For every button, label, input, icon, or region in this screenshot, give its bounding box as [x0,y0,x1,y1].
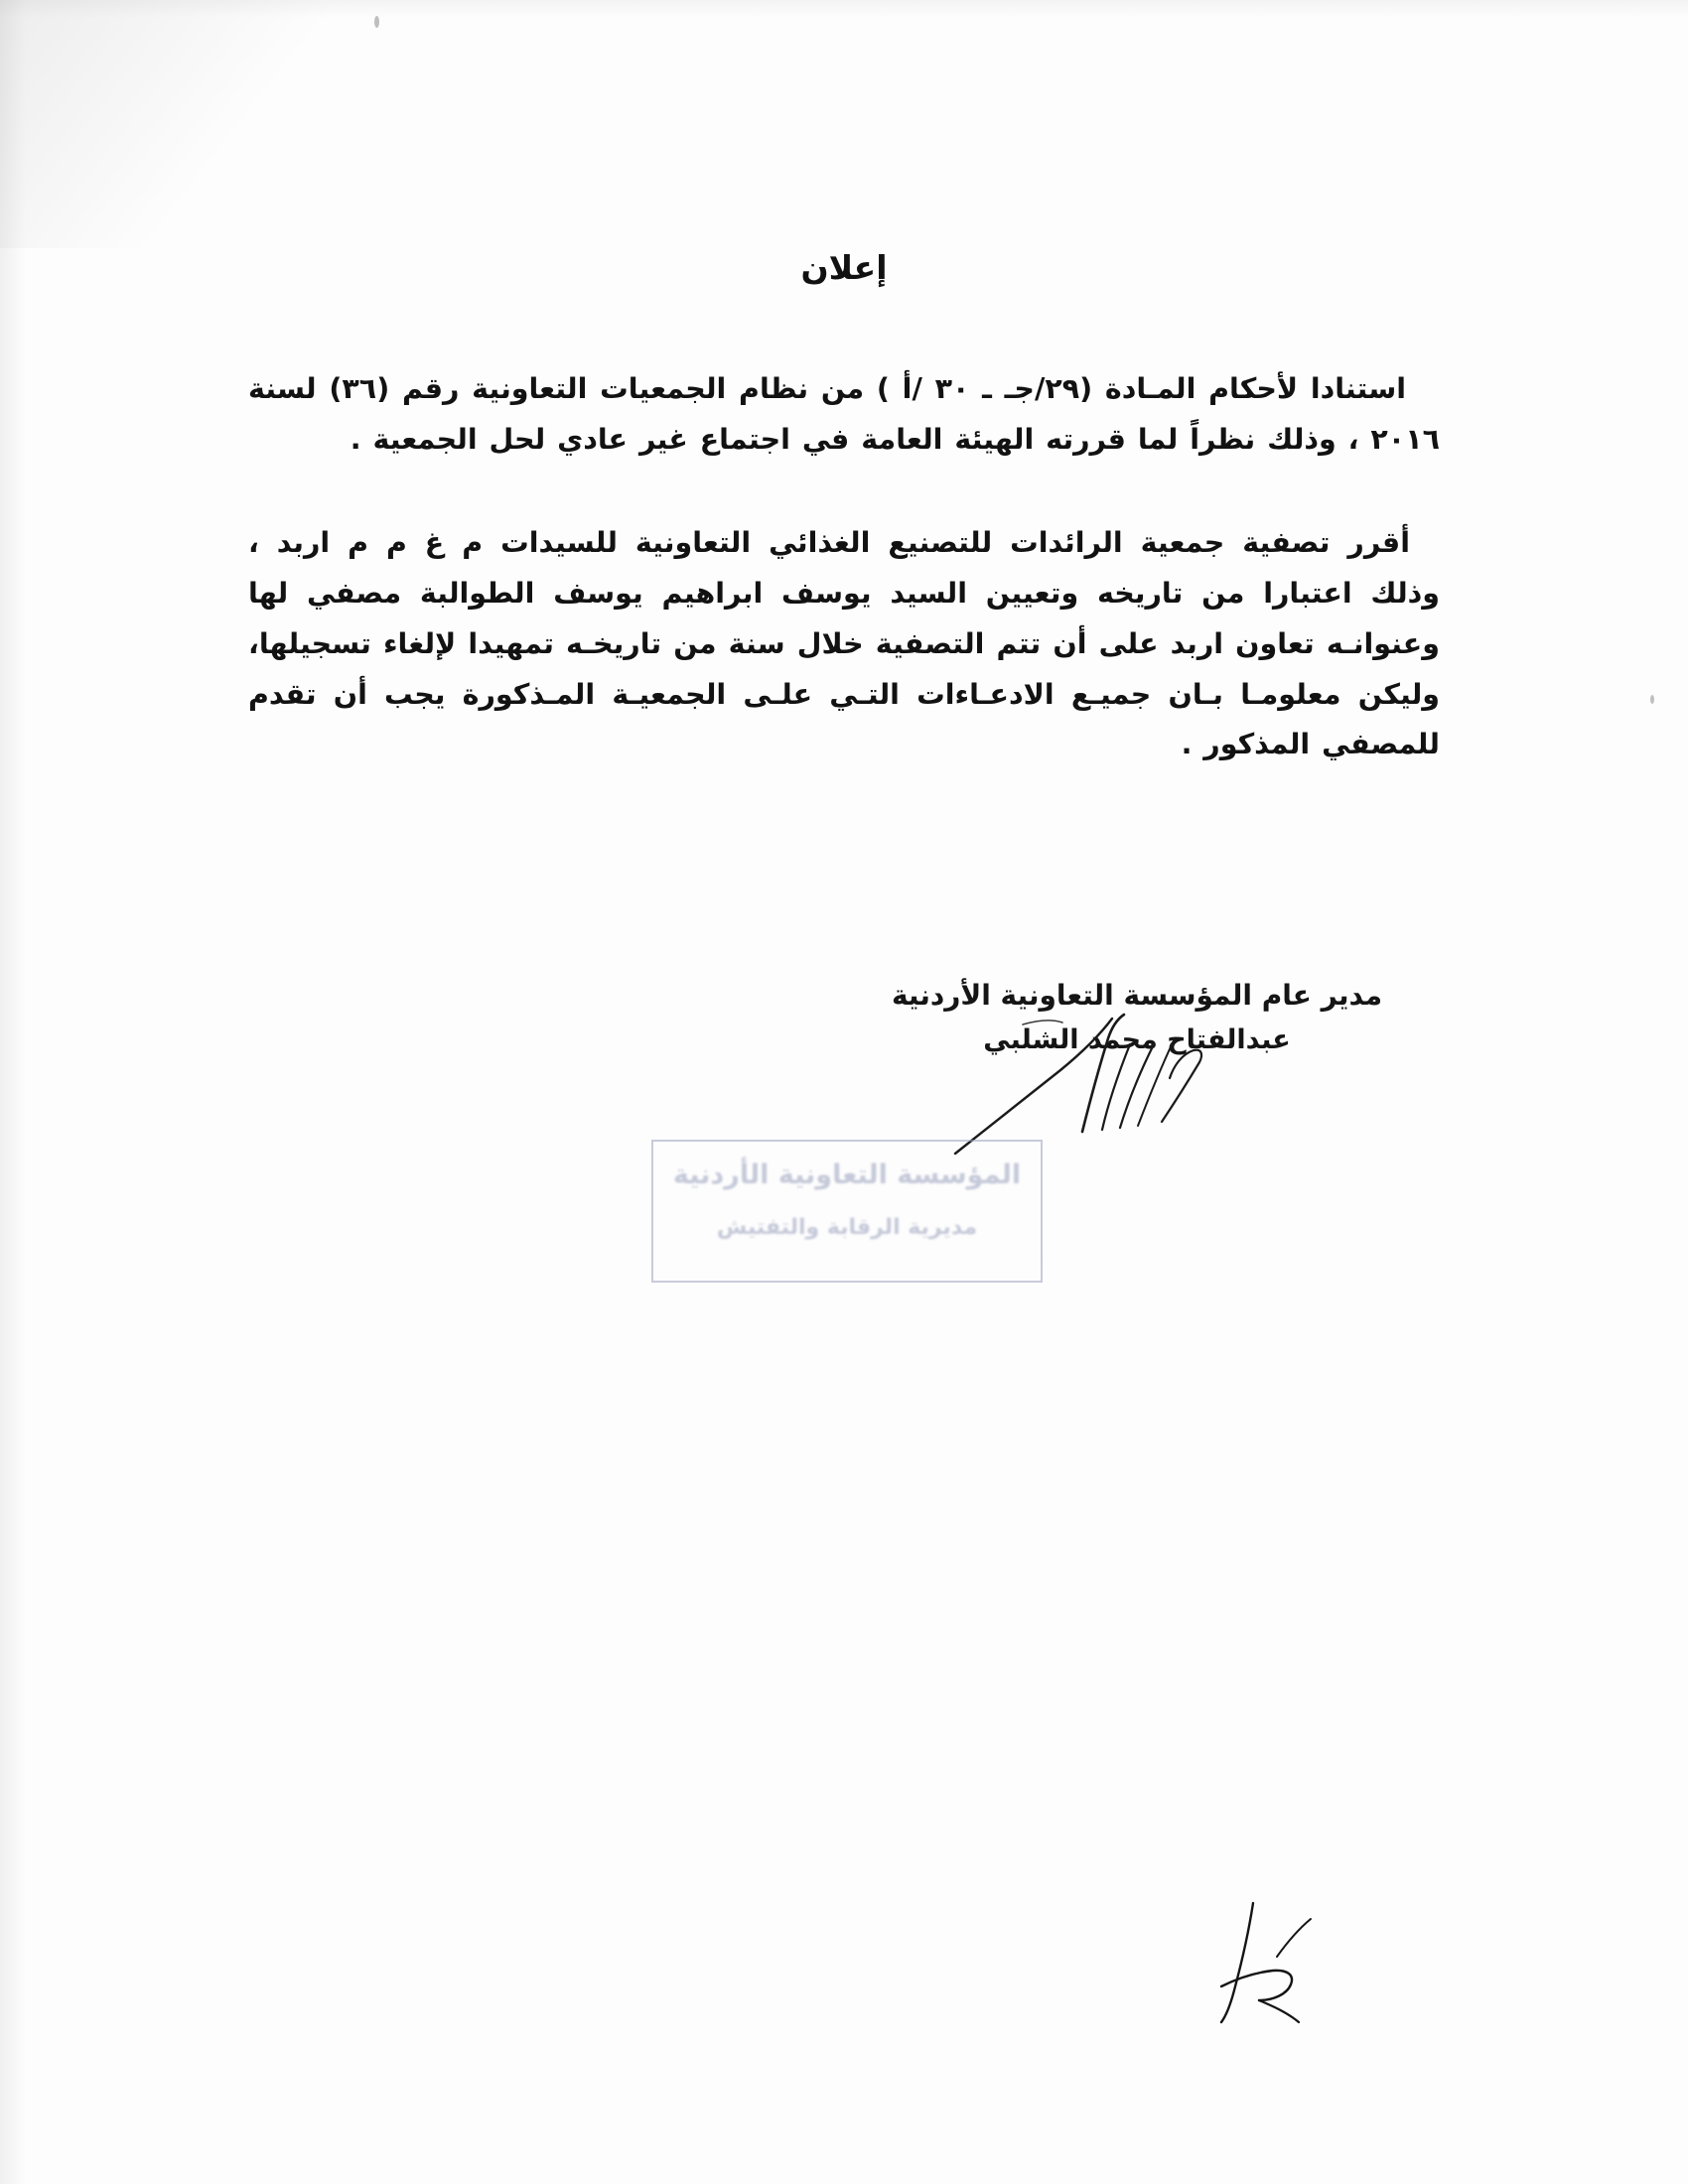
bottom-handwritten-signature-icon [1192,1891,1370,2040]
signatory-role: مدير عام المؤسسة التعاونية الأردنية [891,979,1383,1012]
stamp-line-1: المؤسسة التعاونية الأردنية [672,1160,1022,1190]
stamp-line-2: مديرية الرقابة والتفتيش [716,1215,978,1240]
document-body [248,248,1440,812]
paragraph-legal-basis: استنادا لأحكام المـادة (٢٩/جـ ـ ٣٠ /أ ) من نظام الجمعيات التعاونية رقم (٣٦) لسنة ٢٠١٦ ، وذلك نظراً لما قررته الهيئة العامة في اجتماع غير عادي لحل الجمعية . [248,372,1440,456]
scan-speck [1650,695,1654,704]
scan-corner-streak [0,0,427,248]
signatory-name: عبدالفتاح محمد الشلبي [983,1024,1291,1056]
scan-speck [374,16,379,28]
scan-edge-shadow-left [0,0,26,2184]
signature-block [879,973,1395,1063]
page-title: إعلان [800,248,888,287]
scan-edge-shadow-top [0,0,1688,18]
paragraph-decision: أقرر تصفية جمعية الرائدات للتصنيع الغذائي التعاونية للسيدات م غ م م اربد ، وذلك اعتبارا من تاريخه وتعيين السيد يوسف ابراهيم يوسف الطوالبة مصفي لها وعنوانـه تعاون اربد على أن تتم التصفية خلال سنة من تاريخـه تمهيدا لإلغاء تسجيلها، وليكن معلومـا بـان جميـع الادعـاءات التـي علـى الجمعيـة المـذكورة يجب أن تقدم للمصفي المذكور . [248,526,1440,761]
official-stamp [651,1140,1043,1283]
